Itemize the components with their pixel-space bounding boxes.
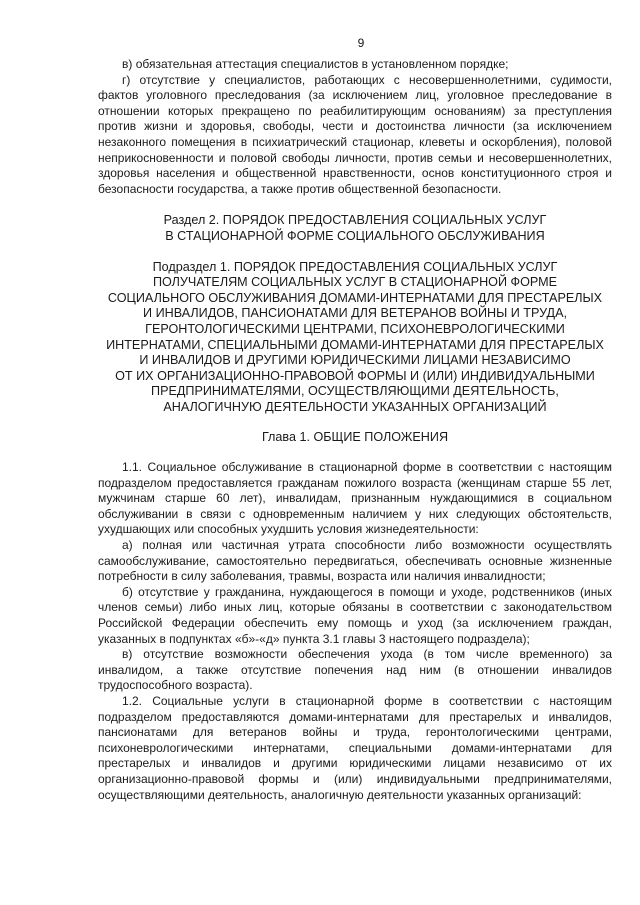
subsection-title-line: АНАЛОГИЧНУЮ ДЕЯТЕЛЬНОСТИ УКАЗАННЫХ ОРГАНИЗАЦИЙ (163, 399, 547, 414)
chapter-title: Глава 1. ОБЩИЕ ПОЛОЖЕНИЯ (261, 430, 449, 445)
subsection-title-line: ИНТЕРНАТАМИ, СПЕЦИАЛЬНЫМИ ДОМАМИ-ИНТЕРНАТАМИ ДЛЯ ПРЕСТАРЕЛЫХ (106, 337, 604, 352)
section-title (98, 213, 612, 244)
subsection-title-line: И ИНВАЛИДОВ, ПАНСИОНАТАМИ ДЛЯ ВЕТЕРАНОВ ВОЙНЫ И ТРУДА, (143, 306, 567, 321)
subsection-title-line: И ИНВАЛИДОВ И ДРУГИМИ ЮРИДИЧЕСКИМИ ЛИЦАМИ НЕЗАВИСИМО (139, 353, 571, 368)
paragraph-item-a: а) полная или частичная утрата способности либо возможности осуществлять самообслуживание, самостоятельно передвигаться, обеспечивать основные жизненные потребности в силу заболевания, травмы, возраста или наличия инвалидности; (98, 538, 612, 584)
paragraph-item-v: в) обязательная аттестация специалистов в установленном порядке; (122, 57, 509, 71)
subsection-title-line: ОТ ИХ ОРГАНИЗАЦИОННО-ПРАВОВОЙ ФОРМЫ И (ИЛИ) ИНДИВИДУАЛЬНЫМИ (115, 368, 595, 383)
paragraph-item-v2: в) отсутствие возможности обеспечения ухода (в том числе временного) за инвалидом, а также отсутствие попечения над ним (в отношении инвалидов трудоспособного возраста). (98, 647, 612, 693)
subsection-title-line: ПОЛУЧАТЕЛЯМ СОЦИАЛЬНЫХ УСЛУГ В СТАЦИОНАРНОЙ ФОРМЕ (152, 275, 558, 290)
subsection-title (98, 260, 612, 416)
paragraph-item-b: б) отсутствие у гражданина, нуждающегося в помощи и уходе, родственников (иных членов семьи) либо иных лиц, которые обязаны в соответствии с законодательством Российской Федерации обеспечить ему помощь и уход (за исключением граждан, указанных в подпунктах «б»-«д» пункта 3.1 главы 3 настоящего подраздела); (98, 584, 612, 646)
subsection-title-line: ГЕРОНТОЛОГИЧЕСКИМИ ЦЕНТРАМИ, ПСИХОНЕВРОЛОГИЧЕСКИМИ (145, 321, 565, 336)
section-title-line: Раздел 2. ПОРЯДОК ПРЕДОСТАВЛЕНИЯ СОЦИАЛЬНЫХ УСЛУГ (163, 213, 547, 228)
page-number: 9 (357, 36, 365, 50)
subsection-title-line: СОЦИАЛЬНОГО ОБСЛУЖИВАНИЯ ДОМАМИ-ИНТЕРНАТАМИ ДЛЯ ПРЕСТАРЕЛЫХ (107, 290, 603, 305)
subsection-title-line: Подраздел 1. ПОРЯДОК ПРЕДОСТАВЛЕНИЯ СОЦИАЛЬНЫХ УСЛУГ (152, 259, 558, 274)
subsection-title-line: ПРЕДПРИНИМАТЕЛЯМИ, ОСУЩЕСТВЛЯЮЩИМИ ДЕЯТЕЛЬНОСТЬ, (151, 384, 559, 399)
intro-text-block (98, 57, 612, 197)
paragraph-item-1-1: 1.1. Социальное обслуживание в стационарной форме в соответствии с настоящим подразделом предоставляется гражданам пожилого возраста (женщинам старше 55 лет, мужчинам старше 60 лет), инвалидам, признанным нуждающимися в социальном обслуживании в связи с одновременным наличием у них следующих обстоятельств, ухудшающих или способных ухудшить условия жизнедеятельности: (98, 460, 612, 537)
section-title-line: В СТАЦИОНАРНОЙ ФОРМЕ СОЦИАЛЬНОГО ОБСЛУЖИВАНИЯ (165, 228, 545, 243)
chapter-body (98, 460, 612, 803)
paragraph-item-1-2: 1.2. Социальные услуги в стационарной форме в соответствии с настоящим подразделом предоставляются домами-интернатами для престарелых и инвалидов, пансионатами для ветеранов войны и труда, геронтологическими центрами, психоневрологическими интернатами, специальными домами-интернатами для престарелых и инвалидов и другими юридическими лицами независимо от их организационно-правовой формы и (или) индивидуальными предпринимателями, осуществляющими деятельность, аналогичную деятельности указанных организаций: (98, 693, 612, 802)
paragraph-item-g: г) отсутствие у специалистов, работающих с несовершеннолетними, судимости, фактов уголовного преследования (за исключением лиц, уголовное преследование в отношении которых прекращено по реабилитирующим основаниям) за преступления против жизни и здоровья, свободы, чести и достоинства личности (за исключением незаконного помещения в психиатрический стационар, клеветы и оскорбления), половой неприкосновенности и половой свободы личности, против семьи и несовершеннолетних, здоровья населения и общественной нравственности, основ конституционного строя и безопасности государства, а также против общественной безопасности. (98, 72, 612, 196)
